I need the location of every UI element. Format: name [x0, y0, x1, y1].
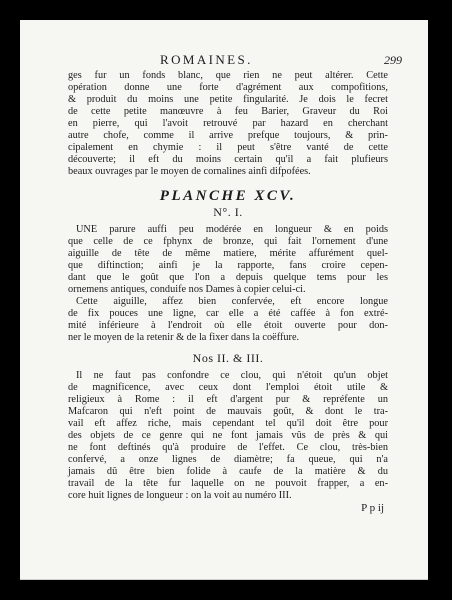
signature-mark: P p ij	[361, 502, 384, 514]
text-line: de cette petite manœuvre à feu Barier, Graveur du Roi	[68, 106, 388, 117]
book-page	[20, 20, 428, 580]
text-line: Mafcaron qui n'eft point de mauvais goût, & dont le tra-	[68, 406, 388, 417]
section-heading-2: Nos II. & III.	[192, 351, 264, 365]
text-line: confervé, a onze lignes de diamètre; fa queue, qui n'a	[68, 454, 388, 465]
page-content	[68, 20, 402, 514]
text-line: que celle de ce fphynx de bronze, qui fait l'ornement d'une	[68, 236, 388, 247]
text-line: UNE parure auffi peu modérée en longueur & en poids	[76, 224, 388, 235]
intro-paragraph	[68, 70, 388, 178]
text-line: dant que le goût que l'on a depuis quelque tems pour les	[68, 272, 388, 283]
text-line: en pierre, qui l'avoit retrouvé par hazard en cherchant	[68, 118, 388, 129]
text-line: des objets de ce genre qui ne font jamais vûs de près & qui	[68, 430, 388, 441]
text-line: vail eft affez riche, mais cependant tel qu'il doit être pour	[68, 418, 388, 429]
text-line: découverte; il eft du moins certain qu'il a fait plufieurs	[68, 154, 388, 165]
text-line: Il ne faut pas confondre ce clou, qui n'étoit qu'un objet	[76, 370, 388, 381]
text-line: jamais dû être bien folide à caufe de la matière & du	[68, 466, 388, 477]
text-line: core huit lignes de longueur : on la voit au numéro III.	[68, 490, 292, 501]
section1-paragraph-2	[68, 296, 388, 344]
running-title: ROMAINES.	[160, 52, 253, 67]
text-line: travail de la tête fur laquelle on ne pouvoit frapper, a en-	[68, 478, 388, 489]
text-line: ges fur un fonds blanc, que rien ne peut altérer. Cette	[68, 70, 388, 81]
running-head	[68, 52, 402, 70]
text-line: religieux à Rome : il eft d'argent pur & repréfente un	[68, 394, 388, 405]
section-heading-1: N°. I.	[213, 205, 243, 219]
text-line: de fix pouces une ligne, car elle a été caffée à fon extré-	[68, 308, 388, 319]
text-line: ner le moyen de la retenir & de la fixer dans la coëffure.	[68, 332, 300, 343]
text-line: autre chofe, comme il arrive prefque toujours, & prin-	[68, 130, 388, 141]
text-line: cipalement en chymie : il peut s'être vanté de cette	[68, 142, 388, 153]
text-line: mité inférieure à l'endroit où elle étoit ouverte pour don-	[68, 320, 388, 331]
plate-title: PLANCHE XCV.	[159, 188, 297, 204]
section2-paragraph	[68, 370, 388, 514]
page-bottom-edge	[20, 579, 428, 580]
text-line: opération donne une forte d'agrément aux compofitions,	[68, 82, 388, 93]
text-line: ornemens antiques, conduife nos Dames à copier celui-ci.	[68, 284, 306, 295]
section1-paragraph-1	[68, 224, 388, 296]
text-line: beaux ouvrages par le moyen de cornalines ainfi difpofées.	[68, 166, 311, 177]
text-line: aiguille de tête de même matiere, mérite affurément quel-	[68, 248, 388, 259]
text-line: que diftinction; ainfi je la rapporte, fans croire cepen-	[68, 260, 388, 271]
page-number: 299	[384, 53, 402, 67]
text-line: de magnificence, avec ceux dont l'emploi étoit utile &	[68, 382, 388, 393]
text-line: & produit du moins une petite fingularité. Je dois le fecret	[68, 94, 388, 105]
text-line: Cette aiguille, affez bien confervée, eft encore longue	[76, 296, 388, 307]
text-line: ne font deftinés qu'à produire de l'effet. Ce clou, très-bien	[68, 442, 388, 453]
